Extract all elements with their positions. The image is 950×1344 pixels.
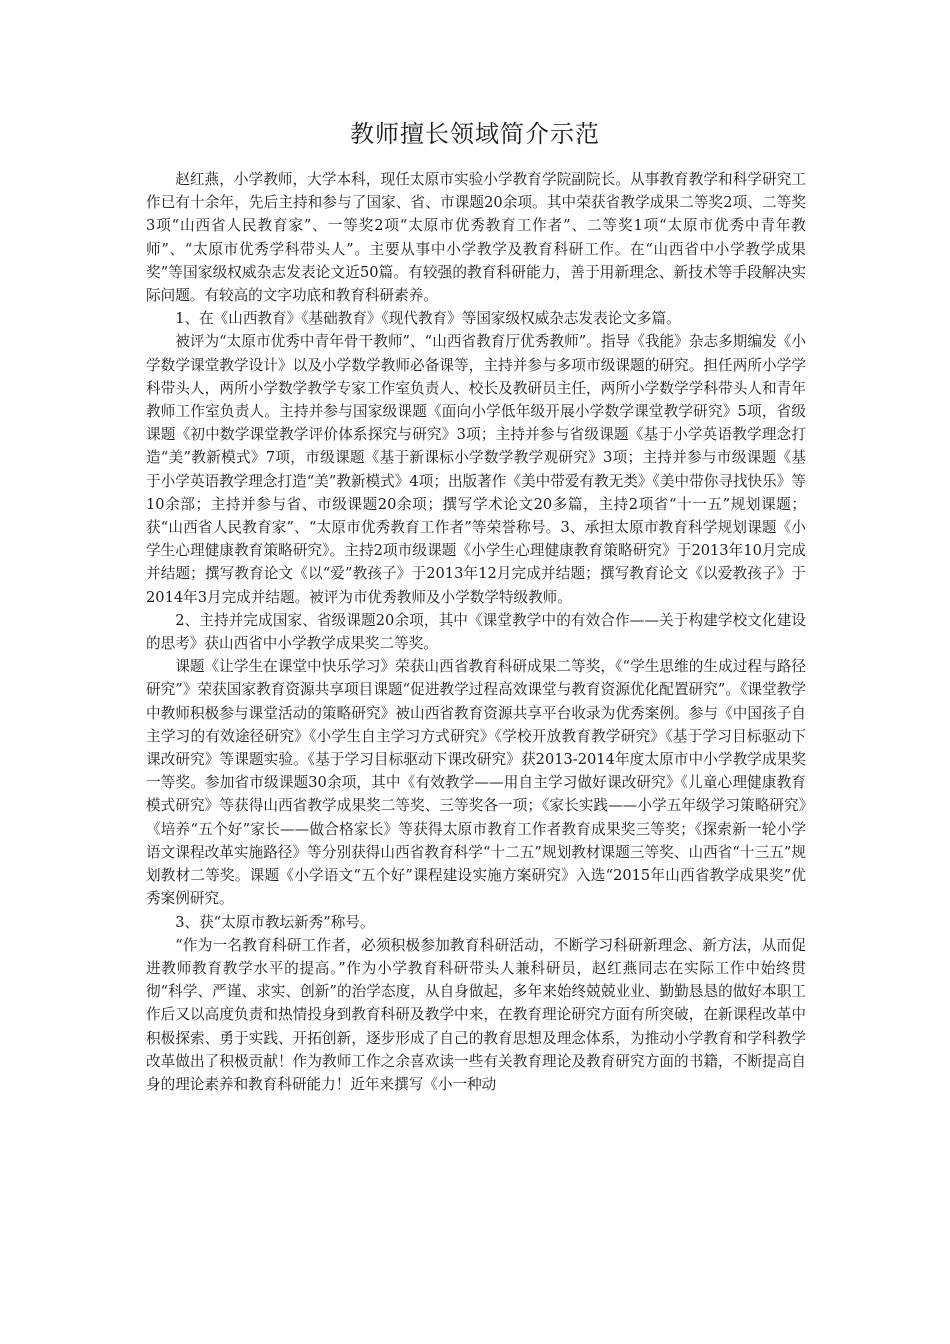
paragraph: 1、在《山西教育》《基础教育》《现代教育》等国家级权威杂志发表论文多篇。 bbox=[175, 310, 681, 328]
paragraph: 被评为“太原市优秀中青年骨干教师”、“山西省教育厅优秀教师”。指导《我能》杂志多期编发《小学数学课堂教学设计》以及小学数学教师必备课等，主持并参与多项市级课题的研究。担任两所小学学科带头人，两所小学数学教学专家工作室负责人、校长及教研员主任，两所小学数学学科带头人和青年教师工作室负责人。主持并参与国家级课题《面向小学低年级开展小学数学课堂教学研究》5项，省级课题《初中数学课堂教学评价体系探究与研究》3项；主持并参与省级课题《基于小学英语教学理念打造“美”教新模式》7项，市级课题《基于新课标小学数学教学观研究》3项；主持并参与市级课题《基于小学英语教学理念打造“美”教新模式》4项；出版著作《美中带爱有教无类》《美中带你寻找快乐》等10余部；主持并参与省、市级课题20余项；撰写学术论文20多篇，主持2项省“十一五”规划课题；获“山西省人民教育家”、“太原市优秀教育工作者”等荣誉称号。3、承担太原市教育科学规划课题《小学生心理健康教育策略研究》。主持2项市级课题《小学生心理健康教育策略研究》于2013年10月完成并结题；撰写教育论文《以“爱”教孩子》于2013年12月完成并结题；撰写教育论文《以爱教孩子》于2014年3月完成并结题。被评为市优秀教师及小学数学特级教师。 bbox=[146, 333, 806, 606]
paragraph: “作为一名教育科研工作者，必须积极参加教育科研活动，不断学习科研新理念、新方法，从而促进教师教育教学水平的提高。”作为小学教育科研带头人兼科研员，赵红燕同志在实际工作中始终贯彻“科学、严谨、求实、创新”的治学态度，从自身做起，多年来始终兢兢业业、勤勤恳恳的做好本职工作后又以高度负责和热情投身到教育科研及教学中来，在教育理论研究方面有所突破，在新课程改革中积极探索、勇于实践、开拓创新，逐步形成了自己的教育思想及理念体系，为推动小学教育和学科教学改革做出了积极贡献！作为教师工作之余喜欢读一些有关教育理论及教育研究方面的书籍，不断提高自身的理论素养和教育科研能力！近年来撰写《小一种动 bbox=[146, 936, 806, 1093]
document-body bbox=[146, 168, 806, 1096]
paragraph: 课题《让学生在课堂中快乐学习》荣获山西省教育科研成果二等奖，《“学生思维的生成过程与路径研究”》荣获国家教育资源共享项目课题“促进教学过程高效课堂与教育资源优化配置研究”。《课堂教学中教师积极参与课堂活动的策略研究》被山西省教育资源共享平台收录为优秀案例。参与《中国孩子自主学习的有效途径研究》《小学生自主学习方式研究》《学校开放教育教学研究》《基于学习目标驱动下课改研究》等课题实验。《基于学习目标驱动下课改研究》获2013-2014年度太原市中小学教学成果奖一等奖。参加省市级课题30余项，其中《有效教学——用自主学习做好课改研究》《儿童心理健康教育模式研究》等获得山西省教学成果奖二等奖、三等奖各一项；《家长实践——小学五年级学习策略研究》《培养“五个好”家长——做合格家长》等获得太原市教育工作者教育成果奖三等奖；《探索新一轮小学语文课程改革实施路径》等分别获得山西省教育科学“十二五”规划教材课题三等奖、山西省“十三五”规划教材二等奖。课题《小学语文“五个好”课程建设实施方案研究》入选“2015年山西省教学成果奖”优秀案例研究。 bbox=[146, 658, 806, 908]
document-title: 教师擅长领域简介示范 bbox=[350, 120, 600, 148]
paragraph: 3、获“太原市教坛新秀”称号。 bbox=[175, 913, 375, 931]
paragraph: 2、主持并完成国家、省级课题20余项，其中《课堂教学中的有效合作——关于构建学校文化建设的思考》获山西省中小学教学成果奖二等奖。 bbox=[146, 611, 806, 653]
paragraph: 赵红燕，小学教师，大学本科，现任太原市实验小学教育学院副院长。从事教育教学和科学研究工作已有十余年，先后主持和参与了国家、省、市课题20余项。其中荣获省教学成果二等奖2项、二等奖3项“山西省人民教育家”、一等奖2项“太原市优秀教育工作者”、二等奖1项“太原市优秀中青年教师”、“太原市优秀学科带头人”。主要从事中小学教学及教育科研工作。在“山西省中小学教学成果奖”等国家级权威杂志发表论文近50篇。有较强的教育科研能力，善于用新理念、新技术等手段解决实际问题。有较高的文字功底和教育科研素养。 bbox=[146, 171, 806, 305]
